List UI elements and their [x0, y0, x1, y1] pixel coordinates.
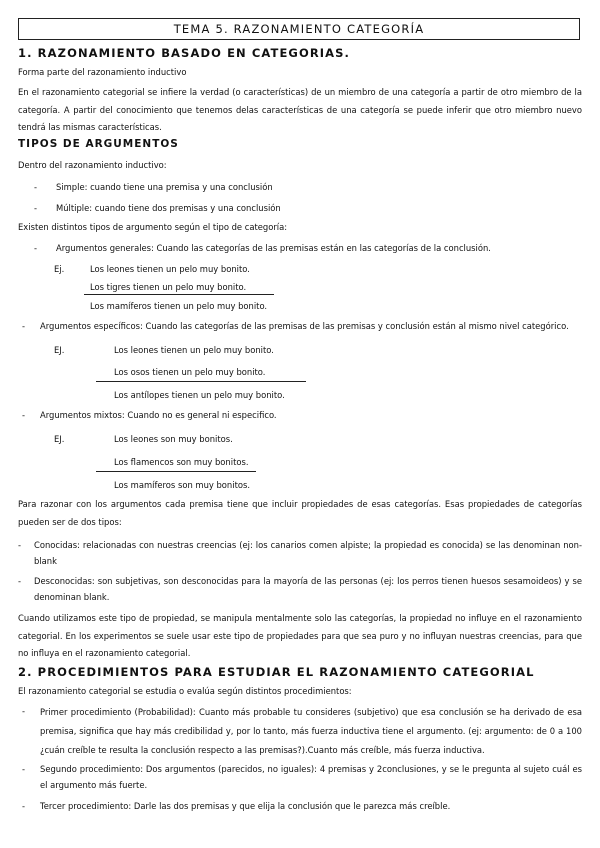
property-usage-paragraph: Cuando utilizamos este tipo de propiedad, se manipula mentalmente solo las categorías, la propiedad no influye en el razonamiento categorial. En los experimentos se suele usar este tipo de propiedades para que sea puro y no influyan nuestras creencias, para que no influya en el razonamiento categorial. — [18, 613, 582, 658]
bullet-dash: - — [34, 203, 38, 213]
procedure-1: Primer procedimiento (Probabilidad): Cuanto más probable tu consideres (subjetivo) que esa conclusión se ha derivado de esa premisa, significa que hay más credibilidad y, por lo tanto, más fuerza inductiva tiene el argumento. (ej: argumento: de 0 a 100 ¿cuán creíble te resulta la conclusión respecto a las premisas?).Cuanto más creíble, más fuerza inductiva. — [40, 707, 582, 755]
bullet-dash: - — [34, 243, 38, 253]
example-premise-1: Los leones son muy bonitos. — [114, 434, 233, 444]
example-marker: Ej. — [54, 264, 65, 274]
properties-paragraph: Para razonar con los argumentos cada premisa tiene que incluir propiedades de esas categorías. Esas propiedades de categorías pueden ser de dos tipos: — [18, 499, 582, 527]
section-2-intro: El razonamiento categorial se estudia o evalúa según distintos procedimientos: — [18, 686, 352, 696]
tipos-intro: Dentro del razonamiento inductivo: — [18, 160, 167, 170]
existen-text: Existen distintos tipos de argumento según el tipo de categoría: — [18, 222, 288, 232]
conclusion-line — [84, 294, 274, 295]
multiple-item: Múltiple: cuando tiene dos premisas y una conclusión — [56, 203, 281, 213]
desconocidas-item: Desconocidas: son subjetivas, son desconocidas para la mayoría de las personas (ej: los perros tienen huesos sesamoideos) y se denominan blank. — [34, 576, 582, 602]
procedure-3: Tercer procedimiento: Darle las dos premisas y que elija la conclusión que le parezca más creíble. — [40, 801, 451, 811]
example-premise-2: Los tigres tienen un pelo muy bonito. — [90, 282, 247, 292]
bullet-dash: - — [22, 706, 26, 716]
simple-item: Simple: cuando tiene una premisa y una conclusión — [56, 182, 273, 192]
example-marker: EJ. — [54, 345, 65, 355]
page-title: TEMA 5. RAZONAMIENTO CATEGORÍA — [18, 18, 580, 40]
mixtos-label: Argumentos mixtos: Cuando no es general ni especifico. — [40, 410, 277, 420]
conocidas-item: Conocidas: relacionadas con nuestras creencias (ej: los canarios comen alpiste; la propiedad es conocida) se las denominan non-blank — [34, 540, 582, 566]
procedure-2: Segundo procedimiento: Dos argumentos (parecidos, no iguales): 4 premisas y 2conclusiones, y se le pregunta al sujeto cuál es el argumento más fuerte. — [40, 764, 582, 790]
example-marker: EJ. — [54, 434, 65, 444]
conclusion-line — [96, 471, 256, 472]
section-1-intro: Forma parte del razonamiento inductivo — [18, 67, 187, 77]
section-1-heading: 1. RAZONAMIENTO BASADO EN CATEGORIAS. — [18, 46, 351, 60]
tipos-heading: TIPOS DE ARGUMENTOS — [18, 138, 179, 150]
bullet-dash: - — [22, 410, 26, 420]
especificos-label: Argumentos específicos: Cuando las categorías de las premisas de las premisas y conclusión están al mismo nivel categórico. — [40, 321, 569, 331]
example-premise-2: Los flamencos son muy bonitos. — [114, 457, 249, 467]
bullet-dash: - — [18, 540, 22, 550]
example-premise-1: Los leones tienen un pelo muy bonito. — [114, 345, 274, 355]
example-premise-2: Los osos tienen un pelo muy bonito. — [114, 367, 266, 377]
conclusion-line — [96, 381, 306, 382]
section-2-heading: 2. PROCEDIMIENTOS PARA ESTUDIAR EL RAZONAMIENTO CATEGORIAL — [18, 665, 535, 679]
bullet-dash: - — [22, 764, 26, 774]
generales-label: Argumentos generales: Cuando las categorías de las premisas están en las categorías de la conclusión. — [56, 243, 491, 253]
example-conclusion: Los mamíferos tienen un pelo muy bonito. — [90, 301, 268, 311]
bullet-dash: - — [34, 182, 38, 192]
example-conclusion: Los mamíferos son muy bonitos. — [114, 480, 251, 490]
bullet-dash: - — [22, 321, 26, 331]
section-1-paragraph: En el razonamiento categorial se infiere la verdad (o características) de un miembro de una categoría a partir de otro miembro de la categoría. A partir del conocimiento que tenemos delas características de una categoría se puede inferir que otro miembro nuevo tendrá las mismas características. — [18, 87, 582, 132]
bullet-dash: - — [18, 576, 22, 586]
example-conclusion: Los antílopes tienen un pelo muy bonito. — [114, 390, 285, 400]
bullet-dash: - — [22, 801, 26, 811]
example-premise-1: Los leones tienen un pelo muy bonito. — [90, 264, 250, 274]
